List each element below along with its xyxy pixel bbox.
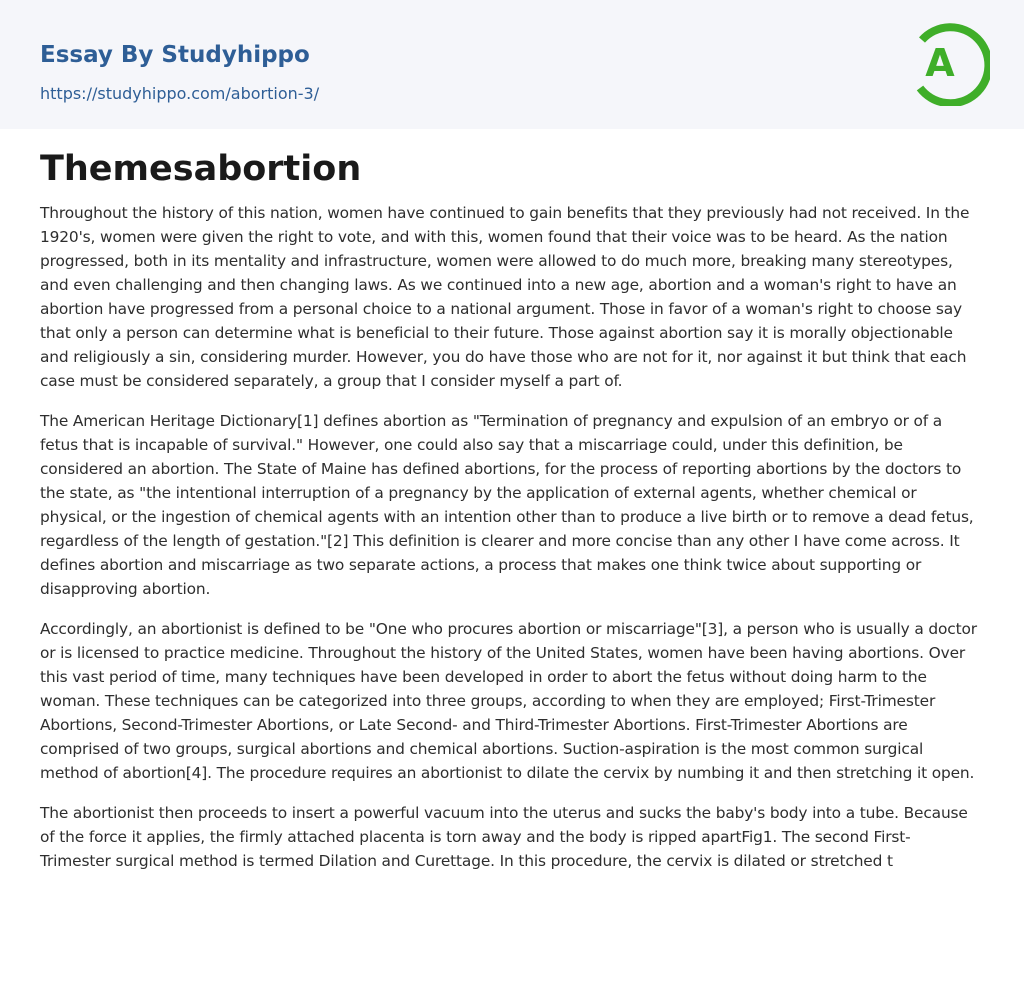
essay-url-link[interactable]: https://studyhippo.com/abortion-3/ — [40, 84, 320, 103]
studyhippo-logo-icon[interactable] — [910, 18, 990, 106]
page-title: Themesabortion — [40, 149, 362, 189]
site-brand[interactable]: Essay By Studyhippo — [40, 42, 310, 68]
article-body — [0, 129, 1024, 873]
paragraph-1: Throughout the history of this nation, women have continued to gain benefits that they previously had not received. In the 1920's, women were given the right to vote, and with this, women found that their voice was to be heard. As the nation progressed, both in its mentality and infrastructure, women were allowed to do much more, breaking many stereotypes, and even challenging and then changing laws. As we continued into a new age, abortion and a woman's right to have an abortion have progressed from a personal choice to a national argument. Those in favor of a woman's right to choose say that only a person can determine what is beneficial to their future. Those against abortion say it is morally objectionable and religiously a sin, considering murder. However, you do have those who are not for it, nor against it but think that each case must be considered separately, a group that I consider myself a part of. — [40, 204, 970, 390]
paragraph-2: The American Heritage Dictionary[1] defines abortion as "Termination of pregnancy and expulsion of an embryo or of a fetus that is incapable of survival." However, one could also say that a miscarriage could, under this definition, be considered an abortion. The State of Maine has defined abortions, for the process of reporting abortions by the doctors to the state, as "the intentional interruption of a pregnancy by the application of external agents, whether chemical or physical, or the ingestion of chemical agents with an intention other than to produce a live birth or to remove a dead fetus, regardless of the length of gestation."[2] This definition is clearer and more concise than any other I have come across. It defines abortion and miscarriage as two separate actions, a process that makes one think twice about supporting or disapproving abortion. — [40, 412, 974, 598]
logo-letter: A — [925, 41, 955, 85]
paragraph-3: Accordingly, an abortionist is defined to be "One who procures abortion or miscarriage"[3], a person who is usually a doctor or is licensed to practice medicine. Throughout the history of the United States, women have been having abortions. Over this vast period of time, many techniques have been developed in order to abort the fetus without doing harm to the woman. These techniques can be categorized into three groups, according to when they are employed; First-Trimester Abortions, Second-Trimester Abortions, or Late Second- and Third-Trimester Abortions. First-Trimester Abortions are comprised of two groups, surgical abortions and chemical abortions. Suction-aspiration is the most common surgical method of abortion[4]. The procedure requires an abortionist to dilate the cervix by numbing it and then stretching it open. — [40, 620, 977, 782]
site-header — [0, 0, 1024, 129]
paragraph-4: The abortionist then proceeds to insert a powerful vacuum into the uterus and sucks the baby's body into a tube. Because of the force it applies, the firmly attached placenta is torn away and the body is ripped apartFig1. The second First- Trimester surgical method is termed Dilation and Curettage. In this procedure, the cervix is dilated or stretched t — [40, 804, 968, 870]
